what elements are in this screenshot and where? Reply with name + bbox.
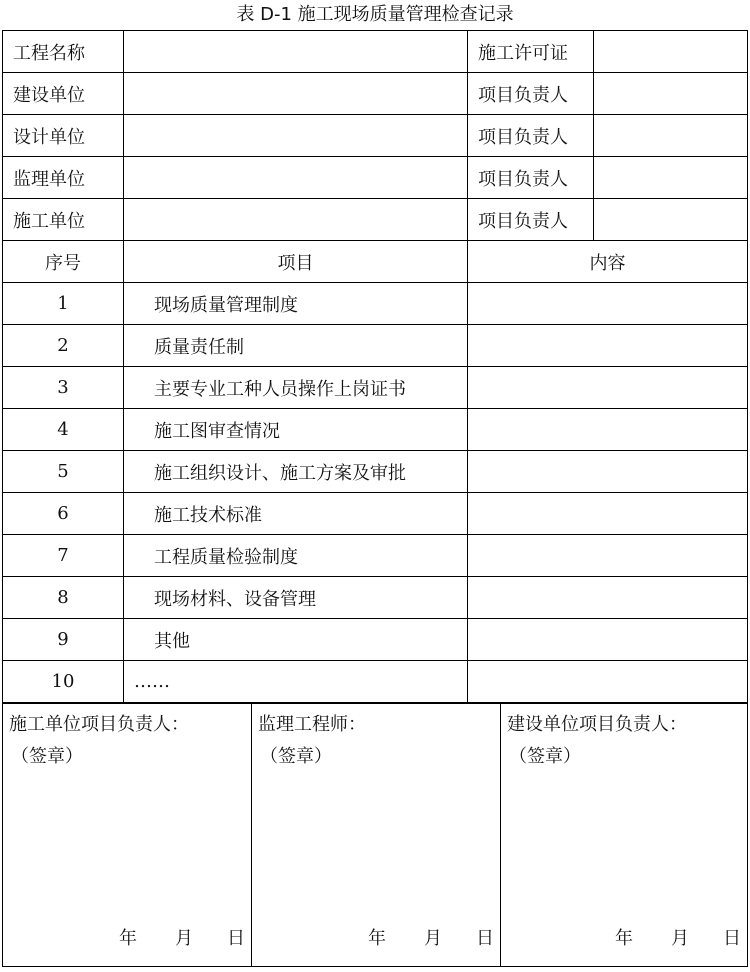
info-right-label: 项目负责人 xyxy=(468,115,594,157)
info-row xyxy=(3,73,748,115)
info-right-label: 项目负责人 xyxy=(468,157,594,199)
info-row xyxy=(3,115,748,157)
item-content-cell[interactable] xyxy=(468,367,748,409)
item-no: 10 xyxy=(3,661,124,703)
signature-label: 施工单位项目负责人： xyxy=(9,714,189,735)
info-right-value-cell[interactable] xyxy=(594,73,748,115)
item-no: 3 xyxy=(3,367,124,409)
item-text: …… xyxy=(124,661,468,703)
table-header-row xyxy=(3,241,748,283)
date-month: 月 xyxy=(671,928,689,949)
signature-seal: （签章） xyxy=(11,746,83,767)
item-no: 6 xyxy=(3,493,124,535)
info-row xyxy=(3,31,748,73)
table-row xyxy=(3,409,748,451)
table-row xyxy=(3,283,748,325)
signature-date xyxy=(368,924,494,950)
item-no: 9 xyxy=(3,619,124,661)
item-text: 质量责任制 xyxy=(124,325,468,367)
info-right-label: 项目负责人 xyxy=(468,199,594,241)
signature-label: 建设单位项目负责人： xyxy=(507,714,687,735)
info-label: 监理单位 xyxy=(3,157,124,199)
header-item: 项目 xyxy=(124,241,468,283)
info-row xyxy=(3,199,748,241)
date-month: 月 xyxy=(424,928,442,949)
item-text: 施工图审查情况 xyxy=(124,409,468,451)
info-row xyxy=(3,157,748,199)
item-content-cell[interactable] xyxy=(468,325,748,367)
info-right-value-cell[interactable] xyxy=(594,115,748,157)
item-content-cell[interactable] xyxy=(468,493,748,535)
date-month: 月 xyxy=(175,928,193,949)
signature-cell-owner[interactable] xyxy=(501,704,748,967)
item-no: 8 xyxy=(3,577,124,619)
item-text: 工程质量检验制度 xyxy=(124,535,468,577)
item-content-cell[interactable] xyxy=(468,409,748,451)
table-row xyxy=(3,367,748,409)
item-text: 现场材料、设备管理 xyxy=(124,577,468,619)
info-value-cell[interactable] xyxy=(124,199,468,241)
date-day: 日 xyxy=(476,928,494,949)
item-no: 5 xyxy=(3,451,124,493)
info-right-value-cell[interactable] xyxy=(594,31,748,73)
info-right-label: 施工许可证 xyxy=(468,31,594,73)
info-label: 施工单位 xyxy=(3,199,124,241)
item-text: 施工技术标准 xyxy=(124,493,468,535)
page-title: 表 D-1 施工现场质量管理检查记录 xyxy=(236,4,514,25)
signature-table xyxy=(2,703,748,967)
info-label: 设计单位 xyxy=(3,115,124,157)
table-row xyxy=(3,535,748,577)
table-row xyxy=(3,493,748,535)
signature-seal: （签章） xyxy=(509,746,581,767)
item-no: 4 xyxy=(3,409,124,451)
header-content: 内容 xyxy=(468,241,748,283)
signature-date xyxy=(615,924,741,950)
info-value-cell[interactable] xyxy=(124,31,468,73)
date-year: 年 xyxy=(615,928,633,949)
info-value-cell[interactable] xyxy=(124,73,468,115)
table-row xyxy=(3,661,748,703)
date-year: 年 xyxy=(368,928,386,949)
info-label: 建设单位 xyxy=(3,73,124,115)
item-no: 2 xyxy=(3,325,124,367)
item-text: 主要专业工种人员操作上岗证书 xyxy=(124,367,468,409)
item-text: 其他 xyxy=(124,619,468,661)
header-no: 序号 xyxy=(3,241,124,283)
info-value-cell[interactable] xyxy=(124,157,468,199)
date-year: 年 xyxy=(119,928,137,949)
table-row xyxy=(3,451,748,493)
date-day: 日 xyxy=(723,928,741,949)
info-right-label: 项目负责人 xyxy=(468,73,594,115)
info-label: 工程名称 xyxy=(3,31,124,73)
date-day: 日 xyxy=(227,928,245,949)
table-row xyxy=(3,619,748,661)
item-content-cell[interactable] xyxy=(468,577,748,619)
signature-label: 监理工程师： xyxy=(258,714,366,735)
item-content-cell[interactable] xyxy=(468,661,748,703)
info-value-cell[interactable] xyxy=(124,115,468,157)
item-text: 施工组织设计、施工方案及审批 xyxy=(124,451,468,493)
item-text: 现场质量管理制度 xyxy=(124,283,468,325)
signature-date xyxy=(119,924,245,950)
signature-seal: （签章） xyxy=(260,746,332,767)
info-right-value-cell[interactable] xyxy=(594,157,748,199)
info-right-value-cell[interactable] xyxy=(594,199,748,241)
item-no: 1 xyxy=(3,283,124,325)
signature-cell-construction[interactable] xyxy=(3,704,252,967)
item-content-cell[interactable] xyxy=(468,535,748,577)
item-content-cell[interactable] xyxy=(468,451,748,493)
signature-cell-supervision[interactable] xyxy=(252,704,501,967)
item-no: 7 xyxy=(3,535,124,577)
inspection-table xyxy=(2,30,748,703)
table-row xyxy=(3,325,748,367)
table-row xyxy=(3,577,748,619)
item-content-cell[interactable] xyxy=(468,283,748,325)
item-content-cell[interactable] xyxy=(468,619,748,661)
